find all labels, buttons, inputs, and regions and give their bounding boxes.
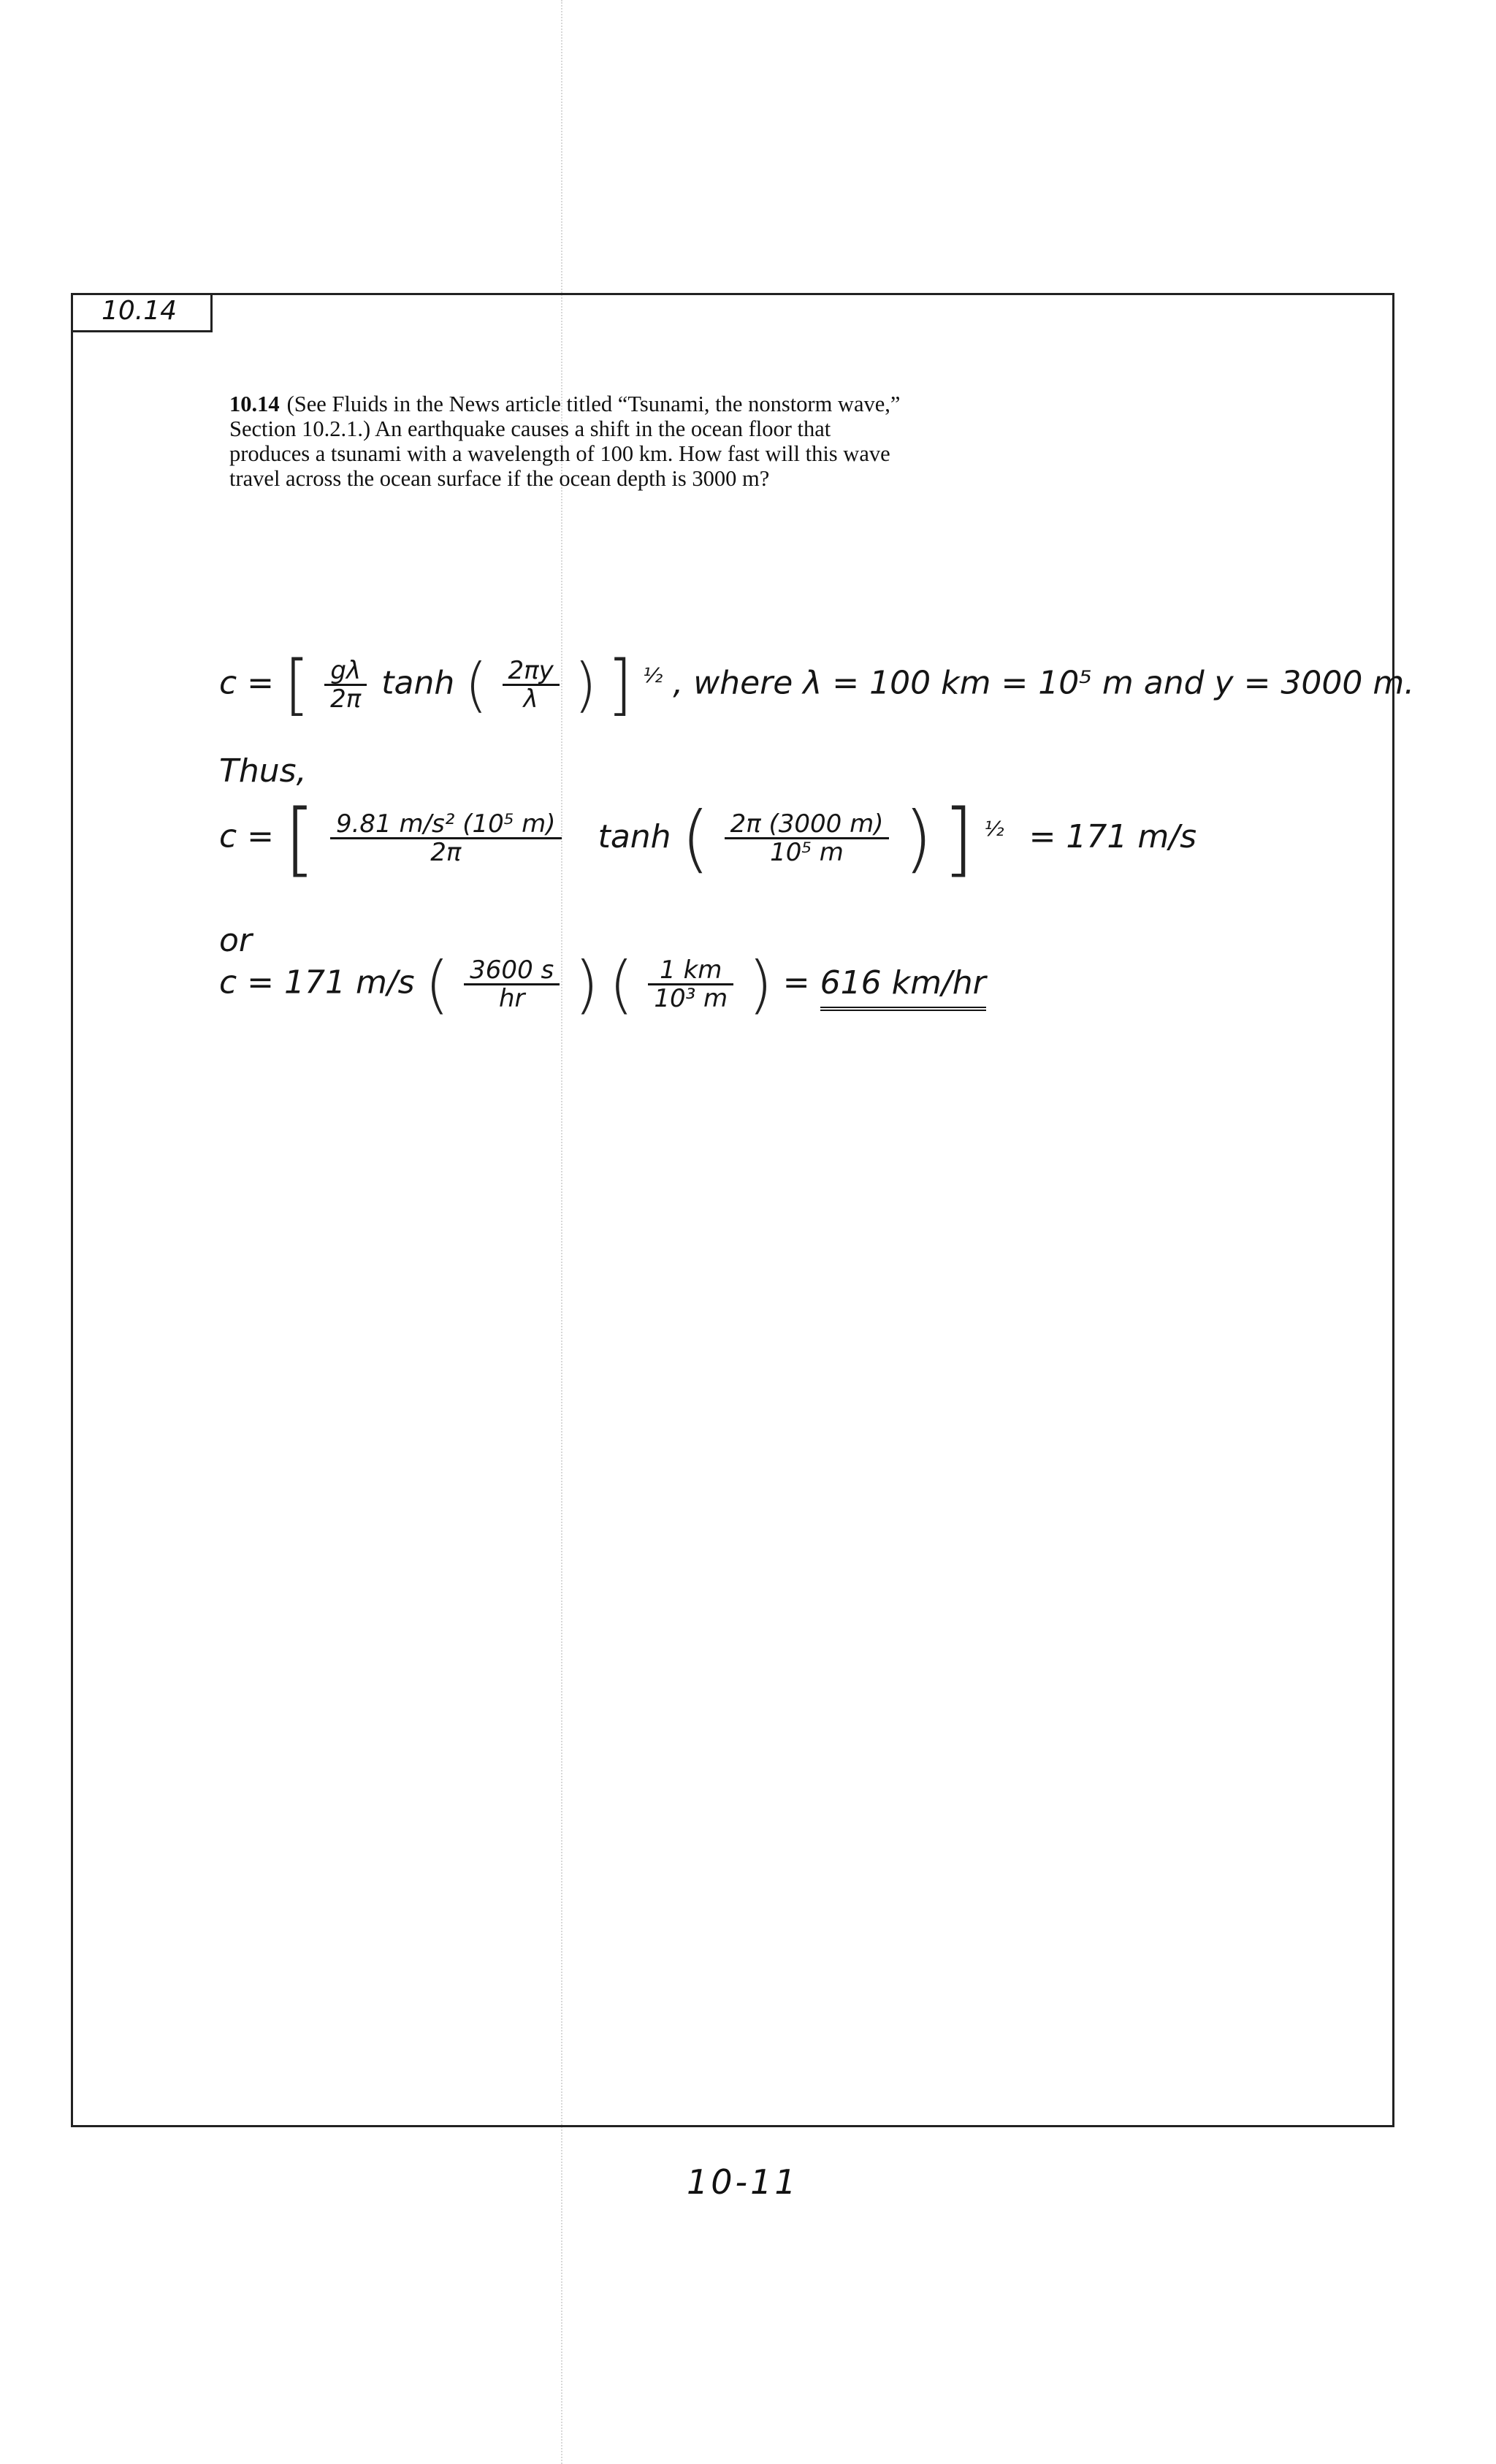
eq2-arg-num: 2π (3000 m): [725, 811, 890, 839]
eq1-tail: , where λ = 100 km = 10⁵ m and y = 3000 m.: [673, 664, 1415, 702]
eq1-power: ½: [643, 663, 663, 687]
eq2-fraction: [330, 811, 562, 866]
eq1-open-bracket: [: [284, 646, 310, 723]
eq2-result: = 171 m/s: [1028, 817, 1197, 855]
eq3-equals: =: [782, 964, 810, 1002]
thus-text: Thus,: [219, 752, 307, 790]
solution-frame: [71, 293, 1394, 2127]
equation-substitution: c = [ $\frac{\text{9.81 m/s² (10⁵ m)}}{2\pi}$ tanh ( $\frac{2\pi (3000 m)}{\text{10⁵ m}}$ ) ] $^{\frac{1}{2}}$ = 171 m/s: [219, 791, 1197, 885]
eq3-f1-den: hr: [498, 984, 525, 1013]
eq2-power: ½: [984, 816, 1004, 841]
equation-wave-speed: c = [ $\frac{g\lambda}{2\pi}$ tanh ( $\frac{2\pi y}{\lambda}$ ) ] $^{\frac{1}{2}}$ , where λ = 100 km = 10⁵ m and y = 3000 m.: [219, 646, 1415, 723]
problem-number: 10.14: [229, 392, 280, 416]
eq3-lhs: c = 171 m/s: [219, 964, 415, 1002]
eq2-den: 2π: [430, 838, 462, 867]
eq1-frac-den: 2π: [330, 684, 362, 714]
equation-unit-conversion: c = 171 m/s ( $\frac{3600 s}{hr}$ ) ( $\frac{1 km}{\text{10³ m}}$ ) = 616 km/hr: [219, 947, 986, 1021]
eq1-close-bracket: ]: [606, 646, 633, 723]
eq1-lhs: c =: [219, 664, 275, 702]
eq3-f2-den: 10³ m: [654, 984, 728, 1013]
eq1-arg-den: λ: [523, 684, 538, 714]
eq1-arg-fraction: [503, 657, 560, 712]
eq1-arg-num: 2πy: [503, 657, 560, 686]
page-number: 10-11: [687, 2162, 799, 2202]
eq2-arg-den: 10⁵ m: [770, 838, 844, 867]
problem-statement: [229, 392, 916, 491]
eq2-num: 9.81 m/s² (10⁵ m): [330, 811, 562, 839]
eq2-arg-fraction: [725, 811, 890, 866]
eq3-f2-num: 1 km: [648, 957, 733, 985]
eq1-tanh: tanh: [381, 664, 455, 702]
eq1-frac-num: gλ: [324, 657, 367, 686]
final-answer: 616 km/hr: [820, 964, 986, 1011]
eq3-f1-num: 3600 s: [464, 957, 560, 985]
problem-text: (See Fluids in the News article titled “Tsunami, the nonstorm wave,” Section 10.2.1.) An earthquake causes a shift in the ocean floor that produces a tsunami with a wavelength of 100 km. How fast will this wave travel across the ocean surface if the ocean depth is 3000 m?: [229, 392, 901, 491]
eq1-fraction: [324, 657, 367, 712]
eq2-lhs: c =: [219, 817, 275, 855]
eq3-factor-1: [464, 957, 560, 1012]
problem-tab-label: 10.14: [71, 293, 213, 332]
or-text: or: [219, 922, 253, 959]
eq2-tanh: tanh: [598, 817, 671, 855]
eq3-factor-2: [648, 957, 733, 1012]
